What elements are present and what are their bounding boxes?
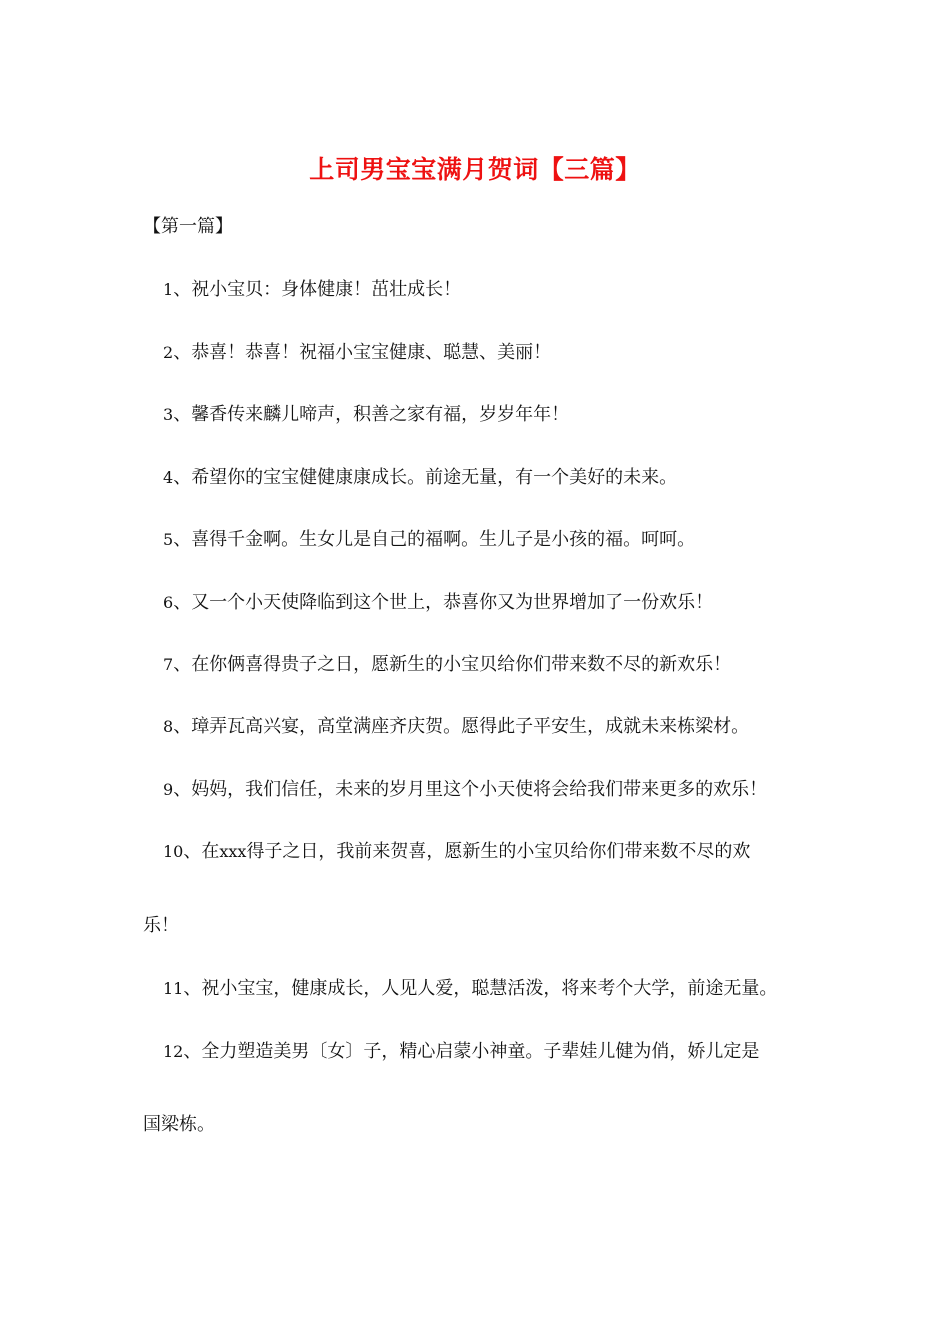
item-number: 6 [163, 593, 174, 612]
item-text: 馨香传来麟儿啼声，积善之家有福，岁岁年年！ [191, 404, 570, 425]
item-separator: 、 [173, 592, 192, 613]
item-separator: 、 [173, 279, 192, 300]
item-separator: 、 [173, 716, 192, 737]
section-heading: 【第一篇】 [143, 216, 233, 237]
list-item [163, 338, 551, 364]
item-text: 祝小宝贝：身体健康！茁壮成长！ [191, 279, 462, 300]
item-number: 5 [163, 530, 174, 549]
item-separator: 、 [173, 467, 192, 488]
item-separator: 、 [173, 654, 192, 675]
list-item [163, 275, 461, 301]
list-item [163, 400, 569, 426]
item-continuation: 乐！ [143, 915, 179, 936]
list-item [163, 463, 677, 489]
list-item [163, 525, 695, 551]
item-separator: 、 [173, 404, 192, 425]
list-item [163, 1037, 759, 1063]
item-text: 喜得千金啊。生女儿是自己的福啊。生儿子是小孩的福。呵呵。 [191, 529, 696, 550]
item-number: 8 [163, 717, 174, 736]
item-text: 在 [201, 841, 220, 862]
item-separator: 、 [183, 1041, 202, 1062]
list-item [163, 650, 731, 676]
item-text: 在你俩喜得贵子之日，愿新生的小宝贝给你们带来数不尽的新欢乐！ [191, 654, 732, 675]
item-text: 又一个小天使降临到这个世上，恭喜你又为世界增加了一份欢乐！ [191, 592, 714, 613]
list-item [163, 974, 777, 1000]
item-text: 妈妈，我们信任，未来的岁月里这个小天使将会给我们带来更多的欢乐！ [191, 779, 768, 800]
item-number: 12 [163, 1042, 184, 1061]
item-number: 10 [163, 842, 184, 861]
item-text: 希望你的宝宝健健康康成长。前途无量，有一个美好的未来。 [191, 467, 678, 488]
list-item [163, 588, 713, 614]
document-title: 上司男宝宝满月贺词【三篇】 [309, 155, 641, 184]
item-text: 璋弄瓦高兴宴，高堂满座齐庆贺。愿得此子平安生，成就未来栋梁材。 [191, 716, 750, 737]
item-number: 2 [163, 343, 174, 362]
item-text: 全力塑造美男〔女〕子，精心启蒙小神童。子辈娃儿健为俏，娇儿定是 [201, 1041, 760, 1062]
item-number: 1 [163, 280, 174, 299]
item-separator: 、 [173, 529, 192, 550]
item-text: 得子之日，我前来贺喜，愿新生的小宝贝给你们带来数不尽的欢 [246, 841, 751, 862]
item-text: 恭喜！恭喜！祝福小宝宝健康、聪慧、美丽！ [191, 342, 552, 363]
item-number: 4 [163, 468, 174, 487]
item-separator: 、 [183, 978, 202, 999]
item-separator: 、 [183, 841, 202, 862]
item-number: 9 [163, 780, 174, 799]
item-number: 11 [163, 979, 184, 998]
item-number: 3 [163, 405, 174, 424]
item-separator: 、 [173, 779, 192, 800]
item-separator: 、 [173, 342, 192, 363]
placeholder-code: xxx [219, 842, 247, 861]
list-item [163, 775, 767, 801]
list-item [163, 837, 750, 863]
item-text: 祝小宝宝，健康成长，人见人爱，聪慧活泼，将来考个大学，前途无量。 [201, 978, 778, 999]
item-continuation: 国梁栋。 [143, 1114, 215, 1135]
list-item [163, 712, 749, 738]
item-number: 7 [163, 655, 174, 674]
